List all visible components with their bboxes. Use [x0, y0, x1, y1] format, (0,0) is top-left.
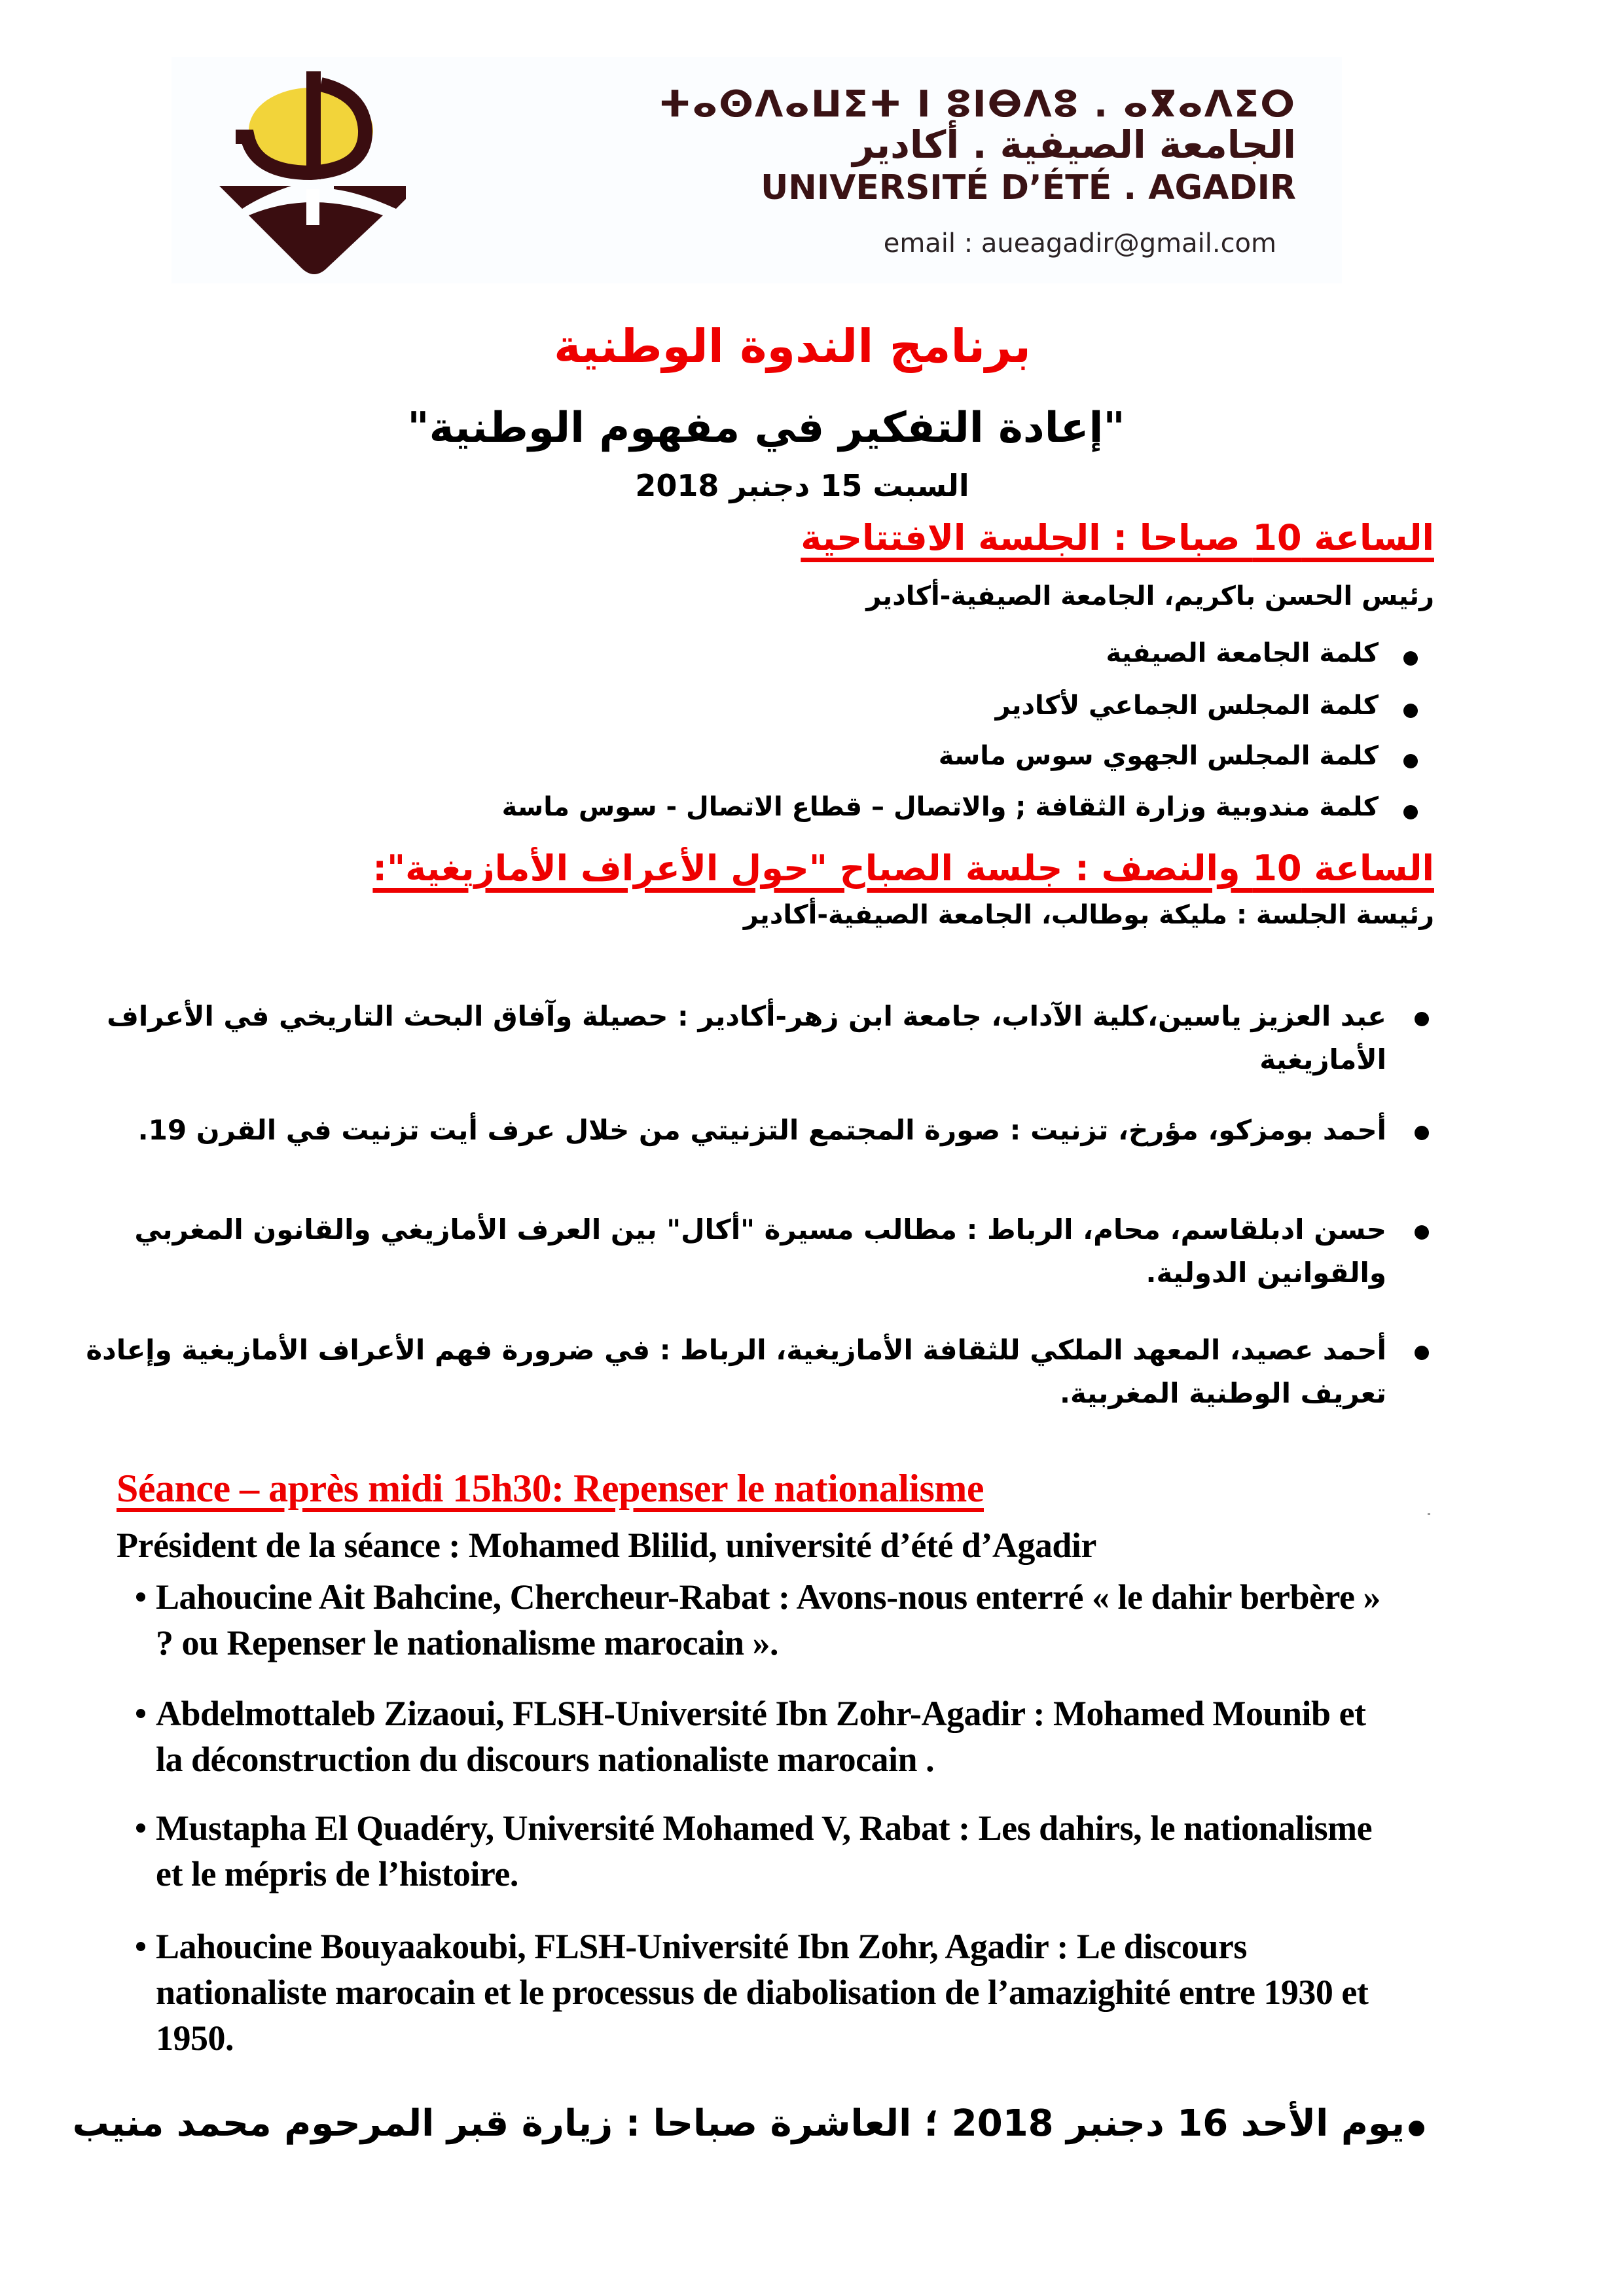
session1-item: كلمة مندوبية وزارة الثقافة ; والاتصال – قطاع الاتصال - سوس ماسة	[501, 792, 1379, 822]
logo-french-text: UNIVERSITÉ D’ÉTÉ . AGADIR	[761, 168, 1296, 207]
bullet-icon	[1415, 1346, 1429, 1360]
logo-arabic-text: الجامعة الصيفية . أكادير	[852, 122, 1296, 167]
session3-item: Lahoucine Ait Bahcine, Chercheur-Rabat : Avons-nous enterré « le dahir berbère » ? ou Repenser le nationalisme marocain ».	[156, 1577, 1380, 1662]
bullet-icon	[136, 1709, 145, 1718]
logo-gap-shape	[306, 189, 319, 225]
document-date: السبت 15 دجنبر 2018	[635, 468, 969, 503]
bullet-icon	[1403, 754, 1418, 768]
document-subtitle: "إعادة التفكير في مفهوم الوطنية"	[407, 404, 1125, 452]
logo-email-text: email : aueagadir@gmail.com	[883, 228, 1276, 259]
bullet-icon	[136, 1592, 145, 1602]
bullet-icon	[136, 1942, 145, 1951]
logo-tifinagh-text: ⵜⴰⵙⴷⴰⵡⵉⵜ ⵏ ⵓⵏⴱⴷⵓ . ⴰⴳⴰⴷⵉⵔ	[659, 83, 1296, 126]
bullet-icon	[1415, 1012, 1429, 1026]
session2-item: حسن ادبلقاسم، محام، الرباط : مطالب مسيرة "أكال" بين العرف الأمازيغي والقانون المغربي والقوانين الدولية.	[134, 1213, 1386, 1289]
bullet-icon	[1403, 651, 1418, 666]
session1-item: كلمة الجامعة الصيفية	[1106, 638, 1379, 668]
session1-item: كلمة المجلس الجماعي لأكادير	[995, 691, 1379, 721]
logo-stem-shape	[306, 71, 321, 179]
session2-heading: الساعة 10 والنصف : جلسة الصباح "حول الأعراف الأمازيغية":	[372, 848, 1434, 889]
session3-item: Lahoucine Bouyaakoubi, FLSH-Université Ibn Zohr, Agadir : Le discours nationaliste marocain et le processus de diabolisation de l’amazighité entre 1930 et 1950.	[156, 1927, 1369, 2058]
session3-item: Abdelmottaleb Zizaoui, FLSH-Université Ibn Zohr-Agadir : Mohamed Mounib et la déconstruction du discours nationaliste marocain .	[156, 1694, 1366, 1779]
final-program-item: يوم الأحد 16 دجنبر 2018 ؛ العاشرة صباحا : زيارة قبر المرحوم محمد منيب	[72, 2102, 1405, 2145]
session2-item: عبد العزيز ياسين،كلية الآداب، جامعة ابن زهر-أكادير : حصيلة وآفاق البحث التاريخي في الأعراف الأمازيغية	[107, 1000, 1386, 1075]
session1-heading: الساعة 10 صباحا : الجلسة الافتتاحية	[801, 517, 1434, 558]
logo-left-wing-shape	[219, 186, 291, 209]
document-title: برنامج الندوة الوطنية	[554, 319, 1031, 373]
bullet-icon	[1403, 805, 1418, 819]
session1-chair: رئيس الحسن باكريم، الجامعة الصيفية-أكادير	[866, 581, 1434, 611]
session2-item: أحمد بومزكو، مؤرخ، تزنيت : صورة المجتمع التزنيتي من خلال عرف أيت تزنيت في القرن 19.	[137, 1114, 1386, 1146]
bullet-icon	[1403, 704, 1418, 718]
session3-heading: Séance – après midi 15h30: Repenser le nationalisme	[117, 1467, 984, 1510]
aue-agadir-logo-icon	[196, 65, 406, 281]
bullet-icon	[136, 1823, 145, 1833]
session3-chair: Président de la séance : Mohamed Blilid, université d’été d’Agadir	[117, 1526, 1096, 1565]
logo-banner	[171, 57, 1342, 283]
session1-item: كلمة المجلس الجهوي سوس ماسة	[938, 741, 1379, 771]
session2-item: أحمد عصيد، المعهد الملكي للثقافة الأمازيغية، الرباط : في ضرورة فهم الأعراف الأمازيغية وإعادة تعريف الوطنية المغربية.	[86, 1334, 1386, 1409]
session2-chair: رئيسة الجلسة : مليكة بوطالب، الجامعة الصيفية-أكادير	[743, 900, 1434, 930]
bullet-icon	[1415, 1225, 1429, 1240]
stray-mark	[1428, 1513, 1430, 1515]
bullet-icon	[1409, 2121, 1424, 2136]
session3-item: Mustapha El Quadéry, Université Mohamed V, Rabat : Les dahirs, le nationalisme et le mépris de l’histoire.	[156, 1808, 1373, 1893]
bullet-icon	[1415, 1126, 1429, 1140]
